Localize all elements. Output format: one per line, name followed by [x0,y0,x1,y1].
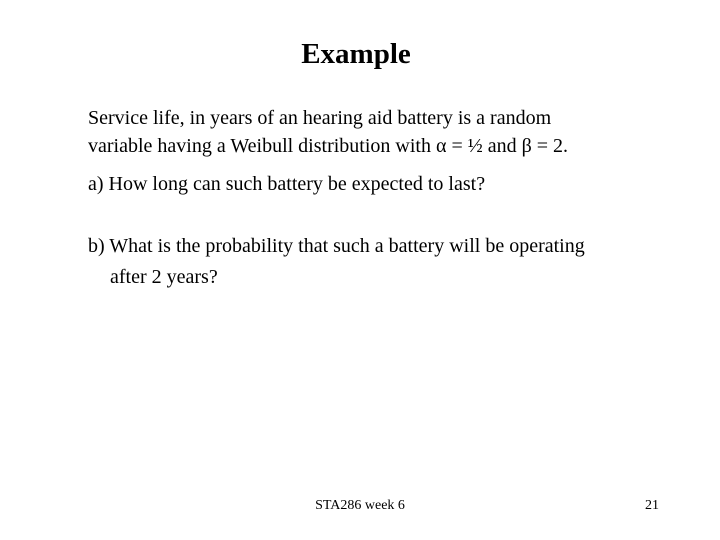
footer-page-number: 21 [645,498,659,513]
footer-course-label: STA286 week 6 [315,498,405,513]
problem-statement-line-1: Service life, in years of an hearing aid battery is a random [88,107,552,129]
question-a [88,169,688,200]
slide-title: Example [301,38,411,70]
problem-statement [88,104,688,160]
question-a-text: a) How long can such battery be expected to last? [88,173,486,195]
question-b [88,231,688,293]
question-b-line-1: b) What is the probability that such a battery will be operating [88,235,585,257]
problem-statement-line-2: variable having a Weibull distribution with α = ½ and β = 2. [88,135,569,157]
question-b-line-2: after 2 years? [110,266,218,288]
